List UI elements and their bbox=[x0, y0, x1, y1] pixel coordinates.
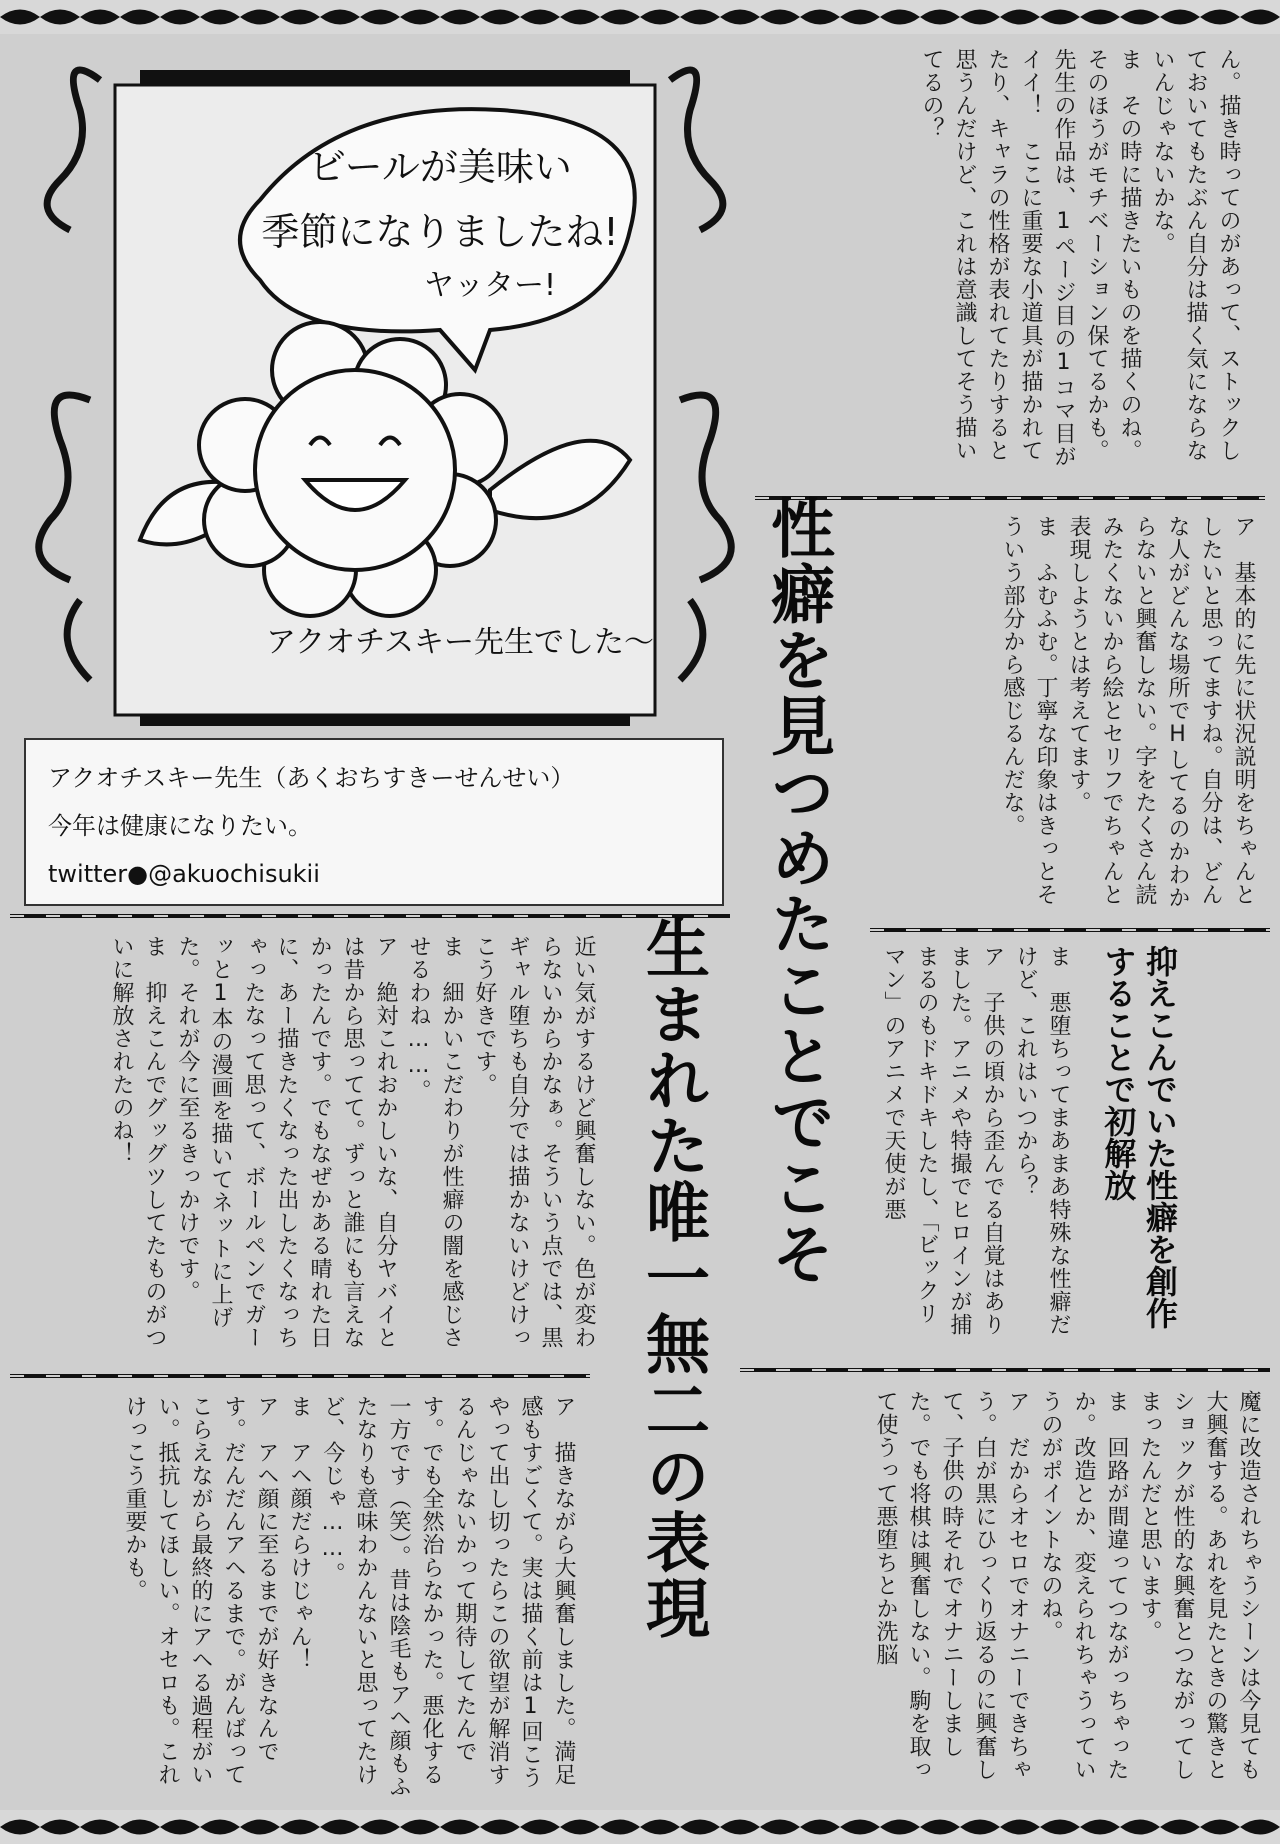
top-ornament-border bbox=[0, 0, 1280, 34]
artist-twitter: twitter●@akuochisukii bbox=[48, 860, 320, 888]
interview-block-top-right bbox=[775, 48, 1245, 468]
paragraph: ま 細かいこだわりが性癖の闇を感じさせるわね……。 bbox=[406, 935, 464, 1349]
left-bottom-divider bbox=[10, 1366, 590, 1386]
interview-block-left-bottom bbox=[40, 1395, 580, 1800]
interview-block-left-middle bbox=[40, 935, 600, 1350]
left-middle-divider bbox=[10, 906, 730, 926]
artist-comment: 今年は健康になりたい。 bbox=[48, 812, 312, 840]
bottom-ornament-border bbox=[0, 1810, 1280, 1844]
paragraph: ア アヘ顔に至るまでが好きなんです。だんだんアヘるまで。がんばってこらえながら最終的にアヘる過程がいい。抵抗してほしい。オセロも。これけっこう重要かも。 bbox=[122, 1395, 279, 1786]
right-middle-divider bbox=[870, 920, 1270, 940]
paragraph: 近い気がするけど興奮しない。色が変わらないからかなぁ。そういう点では、黒ギャル堕ちも自分では描かないけどけっこう好きです。 bbox=[472, 935, 596, 1349]
illustration-caption: アクオチスキー先生でした〜 bbox=[266, 625, 654, 660]
interview-block-bottom-right bbox=[745, 1390, 1265, 1800]
bubble-line-3: ヤッター! bbox=[423, 268, 557, 303]
paragraph: 魔に改造されちゃうシーンは今見ても大興奮する。あれを見たときの驚きとショックが性的な興奮とつながってしまったんだと思います。 bbox=[1137, 1390, 1261, 1781]
paragraph: ま 抑えこんでグッグツしてたものがついに解放されたのね！ bbox=[109, 935, 167, 1349]
paragraph: ま 悪堕ちってまあまあ特殊な性癖だけど、これはいつから？ bbox=[1013, 945, 1071, 1336]
headline-line-2: 生まれた唯一無二の表現 bbox=[635, 915, 710, 1641]
bubble-line-2: 季節になりましたね! bbox=[261, 210, 619, 254]
illustration-panel bbox=[20, 40, 750, 740]
paragraph: ア だからオセロでオナニーできちゃう。白が黒にひっくり返るのに興奮して、子供の時それでオナニーしました。でも将棋は興奮しない。駒を取って使うって悪堕ちとか洗脳 bbox=[873, 1390, 1030, 1781]
paragraph: ま アヘ顔だらけじゃん！ bbox=[287, 1395, 312, 1671]
interview-block-middle-right bbox=[860, 515, 1260, 910]
artist-name: アクオチスキー先生（あくおちすきーせんせい） bbox=[48, 764, 575, 792]
paragraph: ん。描き時ってのがあって、ストックしておいてもたぶん自分は描く気にならないんじゃないかな。 bbox=[1150, 48, 1241, 462]
paragraph: ま その時に描きたいものを描くのね。そのほうがモチベーション保てるかも。先生の作品は、1ページ目の1コマ目がイイ！ ここに重要な小道具が描かれてたり、キャラの性格が表れてたりすると思うんだけど、これは意識してそう描いてるの？ bbox=[919, 48, 1142, 468]
paragraph: ア 絶対これおかしいな、自分ヤバイとは昔から思ってて。ずっと誰にも言えなかったんです。でもなぜかある晴れた日に、あー描きたくなった出したくなっちゃったなって思って、ボールペンでガーッと1本の漫画を描いてネットに上げた。それが今に至るきっかけです。 bbox=[175, 935, 398, 1349]
right-lower-divider bbox=[740, 1360, 1270, 1380]
paragraph: ア 子供の頃から歪んでる自覚はありました。アニメや特撮でヒロインが捕まるのもドキドキしたし、「ビックリマン」のアニメで天使が悪 bbox=[881, 945, 1005, 1336]
artist-bio-box bbox=[24, 738, 724, 906]
interview-block-section-body bbox=[855, 945, 1075, 1345]
paragraph: ア 描きながら大興奮しました。満足感もすごくて。実は描く前は1回こうやって出し切ったらこの欲望が解消するんじゃないかって期待してたんです。でも全然治らなかった。悪化する一方です（笑）。昔は陰毛もアヘ顔もふたなりも意味わかんないと思ってたけど、今じゃ……。 bbox=[320, 1395, 576, 1798]
paragraph: ア 基本的に先に状況説明をちゃんとしたいと思ってますね。自分は、どんな人がどんな場所でHしてるのかわからないと興奮しない。字をたくさん読みたくないから絵とセリフでちゃんと表現しようとは考えてます。 bbox=[1066, 515, 1256, 909]
section-heading: 抑えこんでいた性癖を創作することで初解放 bbox=[1099, 945, 1179, 1329]
headline-line-1: 性癖を見つめたことでこそ bbox=[760, 495, 835, 1287]
bubble-line-1: ビールが美味い bbox=[308, 145, 572, 189]
paragraph: ま 回路が間違ってつながっちゃったか。改造とか、変えられちゃうっていうのがポイントなのね。 bbox=[1038, 1390, 1129, 1781]
paragraph: ま ふむふむ。丁寧な印象はきっとそういう部分から感じるんだな。 bbox=[1000, 515, 1058, 906]
